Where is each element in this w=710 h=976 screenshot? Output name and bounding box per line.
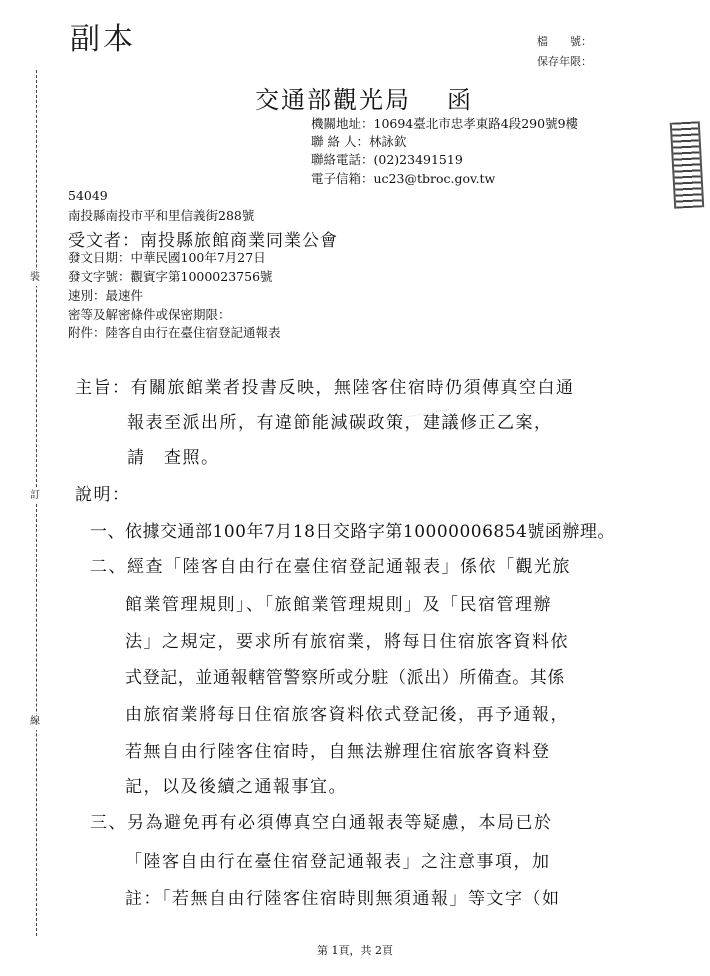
item-2-line-5: 由旅宿業將每日住宿旅客資料依式登記後，再予通報，: [125, 705, 569, 725]
item-2-line-3: 法」之規定，要求所有旅宿業，將每日住宿旅客資料依: [125, 632, 569, 652]
item-2-line-2: 館業管理規則」、「旅館業管理規則」及「民宿管理辦: [125, 595, 552, 615]
binding-mark-zhuang: 裝: [30, 270, 40, 286]
agency-title: [255, 80, 473, 115]
file-number-label: 檔 號：: [537, 35, 592, 48]
item-2-line-4: 式登記，並通報轄管警察所或分駐（派出）所備查。其係: [125, 668, 565, 688]
secrecy-level: 密等及解密條件或保密期限：: [68, 307, 231, 322]
binding-line: [30, 70, 42, 936]
agency-address: 機關地址：10694臺北市忠孝東路4段290號9樓: [311, 116, 579, 131]
subject-line-3: 請 查照。: [127, 448, 220, 468]
issue-number: 發文字號：觀賓字第1000023756號: [68, 269, 273, 284]
item-2-line-6: 若無自由行陸客住宿時，自無法辦理住宿旅客資料登: [125, 742, 551, 762]
item-2-line-7: 記，以及後續之通報事宜。: [125, 777, 347, 797]
item-3-line-3: 註：「若無自由行陸客住宿時則無須通報」等文字（如: [125, 889, 561, 909]
retention-period-label: 保存年限：: [537, 55, 592, 68]
contact-person: 聯 絡 人：林詠欽: [311, 134, 407, 149]
attachment: 附件：陸客自由行在臺住宿登記通報表: [68, 325, 281, 340]
contact-email: 電子信箱：uc23@tbroc.gov.tw: [311, 171, 496, 186]
binding-mark-xian: 線: [30, 714, 40, 730]
recipient-zip: 54049: [68, 188, 108, 203]
document-type: 函: [447, 86, 473, 114]
copy-mark: 副本: [70, 22, 136, 57]
item-2-line-1: 二、經查「陸客自由行在臺住宿登記通報表」係依「觀光旅: [90, 557, 571, 577]
item-3-line-1: 三、另為避免再有必須傳真空白通報表等疑慮，本局已於: [90, 813, 553, 833]
delivery-speed: 速別：最速件: [68, 288, 144, 303]
agency-name: 交通部觀光局: [255, 86, 411, 114]
explanation-label: 說明：: [75, 485, 131, 505]
recipient-address: 南投縣南投市平和里信義街288號: [68, 208, 255, 223]
item-1-line-1: 一、依據交通部100年7月18日交路字第10000006854號函辦理。: [90, 522, 615, 542]
binding-mark-ding: 訂: [30, 488, 40, 504]
subject-line-1: 主旨：有關旅館業者投書反映，無陸客住宿時仍須傳真空白通: [75, 378, 575, 398]
item-3-line-2: 「陸客自由行在臺住宿登記通報表」之注意事項，加: [125, 852, 551, 872]
page-footer: 第 1頁，共 2頁: [317, 944, 393, 957]
barcode-sticker: [670, 121, 704, 208]
issue-date: 發文日期：中華民國100年7月27日: [68, 250, 266, 265]
contact-phone: 聯絡電話：(02)23491519: [311, 152, 463, 167]
subject-line-2: 報表至派出所，有違節能減碳政策，建議修正乙案，: [127, 413, 553, 433]
recipient-name: 受文者：南投縣旅館商業同業公會: [68, 231, 338, 251]
